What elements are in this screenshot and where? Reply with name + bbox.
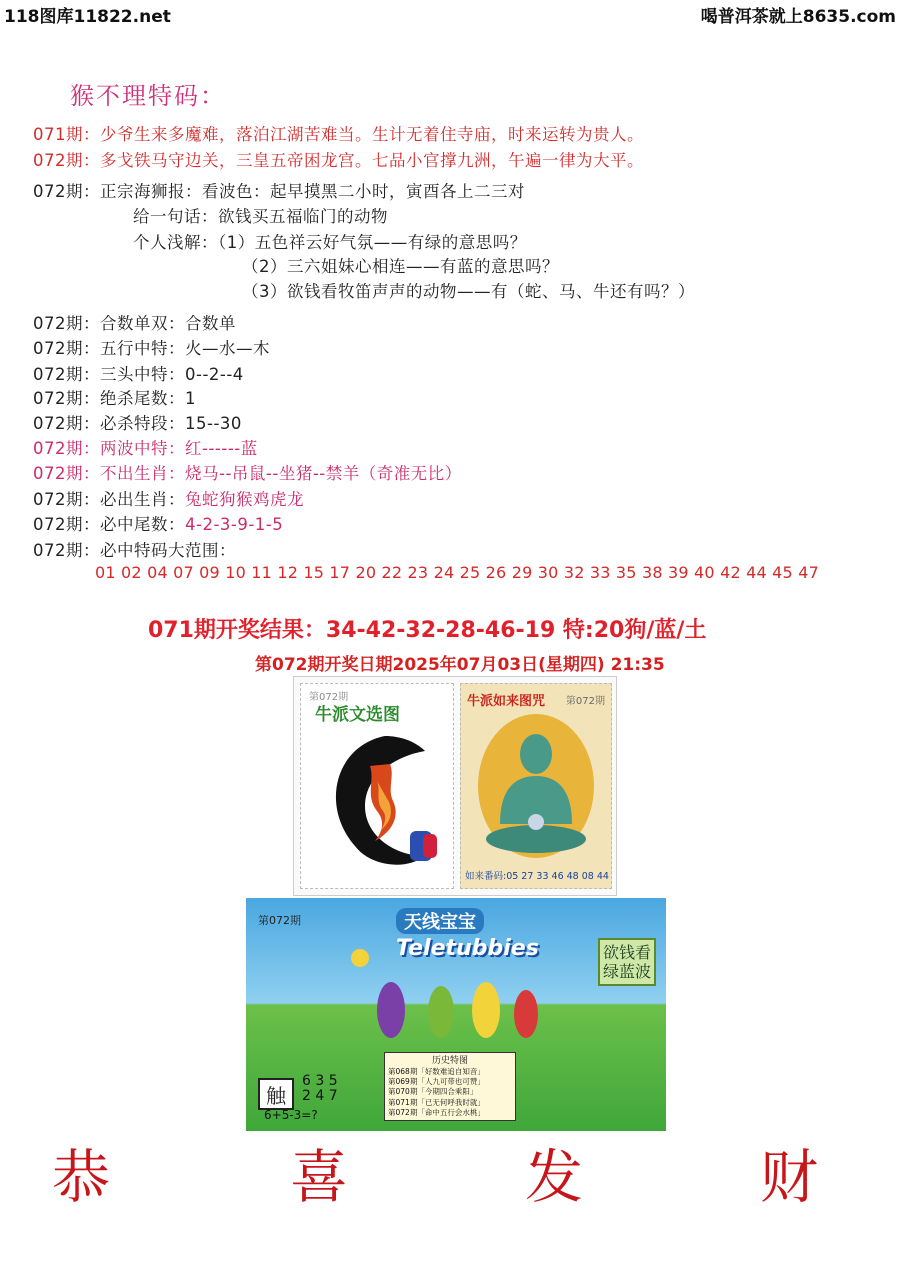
range-line: 072期：必中特码大范围： (33, 541, 236, 560)
buddha-image (475, 714, 597, 864)
history-row: 第072期「命中五行会水桃」 (388, 1107, 485, 1117)
touch-label: 触 (258, 1078, 294, 1110)
no-zodiac-value: 烧马--吊鼠--坐猪--禁羊（奇准无比） (185, 464, 462, 483)
kill-tail-line: 072期：绝杀尾数：1 (33, 389, 196, 408)
final-word-2: 喜 (290, 1143, 349, 1211)
site-left[interactable]: 118图库11822.net (4, 7, 171, 27)
must-tail-value: 4-2-3-9-1-5 (185, 515, 284, 534)
no-zodiac-line (33, 460, 462, 484)
history-row: 第068期「好数难追自知音」 (388, 1067, 485, 1077)
card-issue: 第072期 (258, 914, 301, 927)
draw-date: 第072期开奖日期2025年07月03日(星期四) 21:35 (255, 655, 665, 675)
two-colors-line (33, 435, 258, 459)
special-number-range: 01 02 04 07 09 10 11 12 15 17 20 22 23 24 25 26 29 30 32 33 35 38 39 40 42 44 45 47 (95, 563, 819, 582)
site-right[interactable]: 喝普洱茶就上8635.com (700, 7, 896, 27)
teletubbies-image (366, 970, 546, 1050)
must-tail-line (33, 511, 283, 535)
opinion-3: （3）欲钱看牧笛声声的动物——有（蛇、马、牛还有吗？） (242, 282, 695, 301)
left-panel-issue: 第072期 (309, 692, 349, 703)
odd-even-line: 072期：合数单双：合数单 (33, 314, 236, 333)
buddha-numbers: 如来番码:05 27 33 46 48 08 44 (465, 871, 609, 882)
final-word-3: 发 (525, 1143, 584, 1211)
verse-072: 072期：多戈铁马守边关，三皇五帝困龙宫。七品小官撑九洲，午遍一律为大平。 (33, 151, 644, 170)
wave-color-line: 072期：正宗海狮报：看波色：起早摸黑二小时，寅酉各上二三对 (33, 182, 525, 201)
right-panel-issue: 第072期 (565, 696, 605, 707)
number-grid: 6 3 5 2 4 7 (302, 1073, 338, 1104)
final-word-1: 恭 (52, 1143, 111, 1211)
final-word-4: 财 (760, 1143, 819, 1211)
draw-result: 071期开奖结果：34-42-32-28-46-19 特:20狗/蓝/土 (148, 618, 707, 643)
two-colors-label: 072期：两波中特： (33, 439, 185, 458)
two-colors-value: 红------蓝 (185, 439, 258, 458)
history-row: 第069期「人九可带也可赞」 (388, 1077, 485, 1087)
right-picture-panel (460, 683, 612, 889)
left-picture-panel (300, 683, 454, 889)
sun-icon (346, 944, 374, 972)
no-zodiac-label: 072期：不出生肖： (33, 464, 185, 483)
right-panel-title: 牛派如来图咒 (467, 694, 546, 709)
opinion-2: （2）三六姐妹心相连——有蓝的意思吗？ (242, 257, 559, 276)
history-box (384, 1052, 516, 1121)
must-zodiac-label: 072期：必出生肖： (33, 490, 185, 509)
must-zodiac-line (33, 486, 304, 510)
kill-range-line: 072期：必杀特段：15--30 (33, 414, 242, 433)
head-pick-line: 072期：三头中特：0--2--4 (33, 365, 244, 384)
flame-swirl-image (315, 726, 445, 876)
history-row: 第070期「今期四合乘阳」 (388, 1087, 478, 1097)
history-title: 历史特图 (431, 1056, 468, 1066)
formula: 6+5-3=? (264, 1108, 318, 1122)
card-side-text: 欲钱看绿蓝波 (598, 938, 656, 986)
history-row: 第071期「已无何呼我时就」 (388, 1097, 485, 1107)
card-banner: 天线宝宝 (396, 908, 484, 934)
must-tail-label: 072期：必中尾数： (33, 515, 185, 534)
teletubbies-card (246, 898, 666, 1131)
five-elements-line: 072期：五行中特：火—水—木 (33, 339, 270, 358)
left-panel-title: 牛派文选图 (315, 705, 400, 725)
opinion-1: 个人浅解：（1）五色祥云好气氛——有绿的意思吗？ (133, 233, 527, 252)
must-zodiac-value: 兔蛇狗猴鸡虎龙 (185, 490, 304, 509)
teletubbies-logo: Teletubbies (396, 936, 539, 961)
verse-071: 071期：少爷生来多魔难，落泊江湖苦难当。生计无着住寺庙，时来运转为贵人。 (33, 125, 644, 144)
sentence-line: 给一句话：欲钱买五福临门的动物 (133, 207, 388, 226)
page-title: 猴不理特码： (70, 82, 226, 110)
